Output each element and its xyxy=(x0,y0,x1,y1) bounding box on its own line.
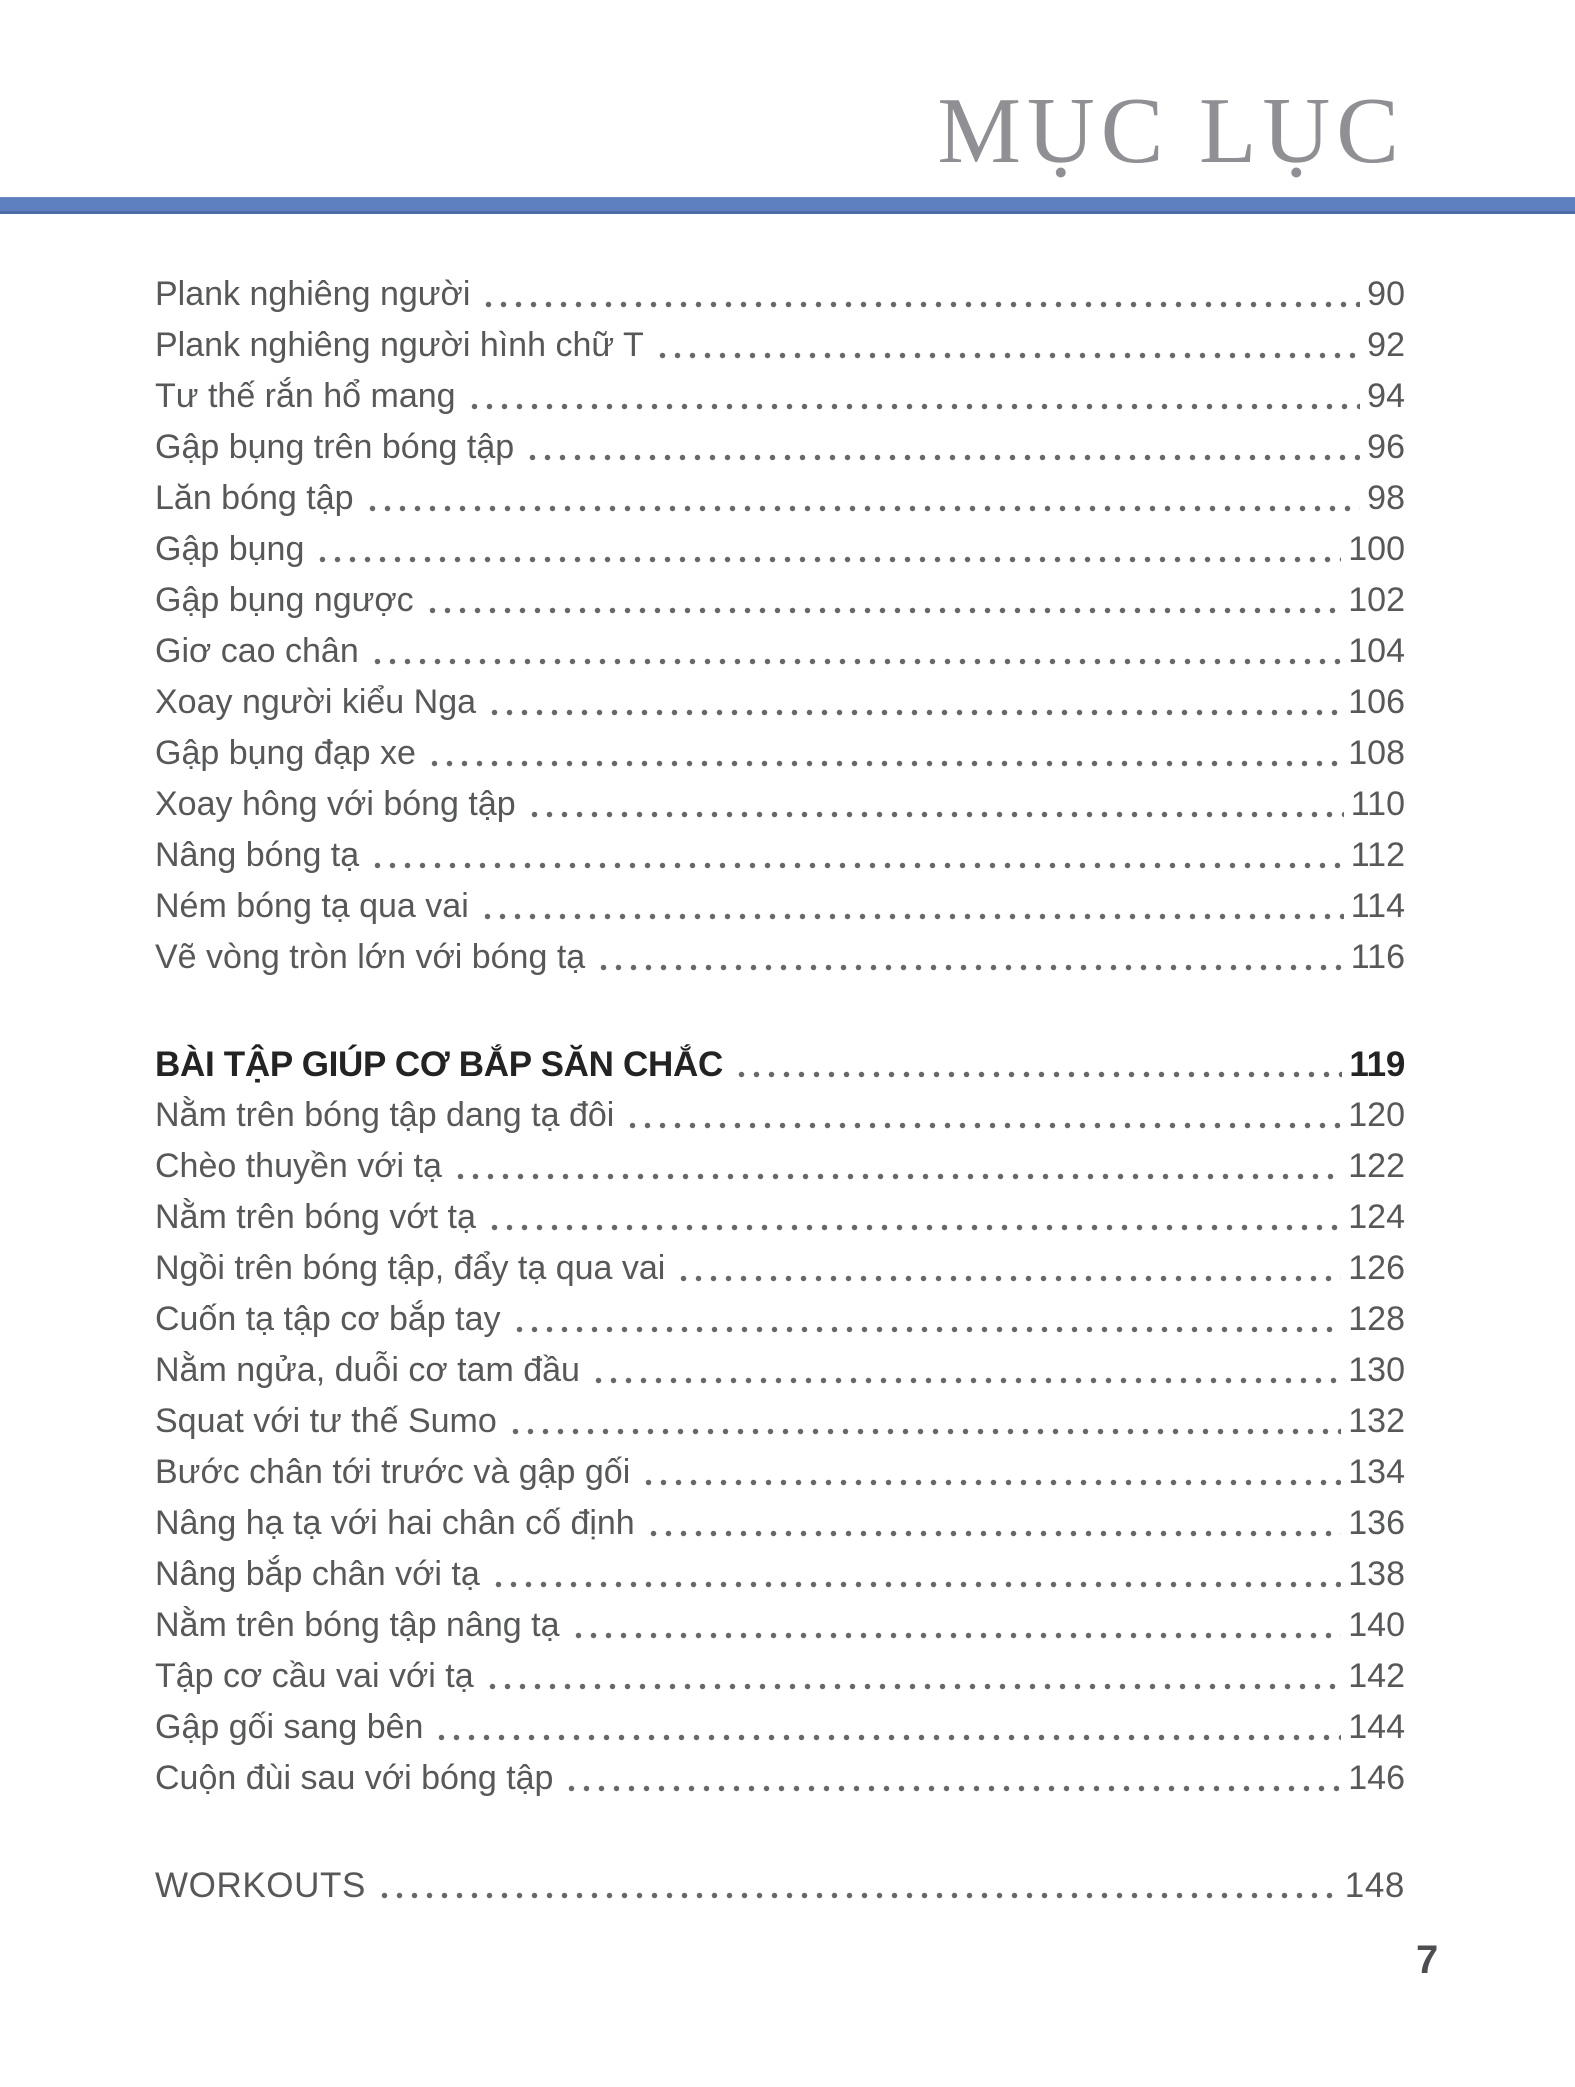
toc-entry xyxy=(155,1294,1405,1345)
dot-leader xyxy=(363,473,1361,524)
dot-leader xyxy=(368,830,1344,881)
dot-leader xyxy=(525,779,1344,830)
dot-leader xyxy=(483,1651,1342,1702)
toc-entry-label: Nằm trên bóng tập nâng tạ xyxy=(155,1606,560,1644)
dot-leader xyxy=(423,575,1342,626)
toc-entry-page: 94 xyxy=(1367,377,1405,415)
toc-entry-page: 134 xyxy=(1348,1453,1405,1491)
toc-entry xyxy=(155,626,1405,677)
toc-entry-label: Squat với tư thế Sumo xyxy=(155,1402,497,1440)
toc-entry-label: Tư thế rắn hổ mang xyxy=(155,377,456,415)
toc-entry xyxy=(155,1702,1405,1753)
toc-entry xyxy=(155,779,1405,830)
toc-entry-label: Nằm trên bóng vớt tạ xyxy=(155,1198,476,1236)
toc-entry xyxy=(155,677,1405,728)
toc-entry xyxy=(155,1600,1405,1651)
toc-section xyxy=(155,269,1405,983)
dot-leader xyxy=(432,1702,1341,1753)
toc-entry-label: Plank nghiêng người xyxy=(155,275,471,313)
dot-leader xyxy=(425,728,1341,779)
toc-entry-page: 92 xyxy=(1367,326,1405,364)
toc-entry xyxy=(155,371,1405,422)
toc-entry xyxy=(155,1447,1405,1498)
toc-list xyxy=(155,269,1405,1911)
toc-entry-page: 96 xyxy=(1367,428,1405,466)
dot-leader xyxy=(623,1090,1341,1141)
toc-entry xyxy=(155,1753,1405,1804)
dot-leader xyxy=(485,677,1341,728)
toc-entry-page: 112 xyxy=(1350,836,1405,874)
dot-leader xyxy=(510,1294,1342,1345)
dot-leader xyxy=(465,371,1361,422)
toc-entry-page: 126 xyxy=(1348,1249,1405,1287)
toc-entry-page: 116 xyxy=(1350,938,1405,976)
toc-entry-label: Lăn bóng tập xyxy=(155,479,354,517)
toc-entry-page: 140 xyxy=(1348,1606,1405,1644)
toc-entry-label: Plank nghiêng người hình chữ T xyxy=(155,326,644,364)
toc-entry xyxy=(155,1396,1405,1447)
header-divider xyxy=(0,197,1575,214)
dot-leader xyxy=(639,1447,1341,1498)
toc-entry xyxy=(155,1243,1405,1294)
page-title: MỤC LỤC xyxy=(937,79,1405,183)
toc-entry xyxy=(155,320,1405,371)
toc-entry xyxy=(155,1651,1405,1702)
toc-entry-label: Xoay hông với bóng tập xyxy=(155,785,516,823)
toc-entry-label: Nằm trên bóng tập dang tạ đôi xyxy=(155,1096,615,1134)
dot-leader xyxy=(644,1498,1342,1549)
toc-entry-label: Gập bụng xyxy=(155,530,305,568)
dot-leader xyxy=(375,1860,1338,1911)
toc-entry-label: Nâng bắp chân với tạ xyxy=(155,1555,480,1593)
toc-entry-page: 124 xyxy=(1348,1198,1405,1236)
toc-entry-label: Gập bụng đạp xe xyxy=(155,734,416,772)
toc-entry-label: Cuốn tạ tập cơ bắp tay xyxy=(155,1300,501,1338)
toc-entry-page: 146 xyxy=(1348,1759,1405,1797)
dot-leader xyxy=(479,269,1360,320)
toc-entry-page: 108 xyxy=(1348,734,1405,772)
toc-entry-label: Vẽ vòng tròn lớn với bóng tạ xyxy=(155,938,586,976)
toc-entry xyxy=(155,728,1405,779)
toc-entry-page: 138 xyxy=(1348,1555,1405,1593)
toc-entry-page: 104 xyxy=(1348,632,1405,670)
dot-leader xyxy=(569,1600,1342,1651)
toc-entry xyxy=(155,1345,1405,1396)
toc-entry-page: 132 xyxy=(1348,1402,1405,1440)
page-number: 7 xyxy=(1416,1938,1439,1982)
dot-leader xyxy=(653,320,1360,371)
dot-leader xyxy=(485,1192,1341,1243)
toc-entry-page: 130 xyxy=(1348,1351,1405,1389)
dot-leader xyxy=(589,1345,1341,1396)
toc-section-heading xyxy=(155,1860,1405,1911)
dot-leader xyxy=(674,1243,1341,1294)
toc-entry-label: Xoay người kiểu Nga xyxy=(155,683,477,721)
dot-leader xyxy=(732,1039,1343,1090)
toc-entry xyxy=(155,881,1405,932)
toc-section-heading xyxy=(155,1039,1405,1090)
toc-entry-label: Nằm ngửa, duỗi cơ tam đầu xyxy=(155,1351,580,1389)
toc-entry-label: Gập gối sang bên xyxy=(155,1708,424,1746)
toc-entry xyxy=(155,269,1405,320)
toc-entry-page: 128 xyxy=(1348,1300,1405,1338)
toc-entry-label: Giơ cao chân xyxy=(155,632,359,670)
toc-entry-label: Cuộn đùi sau với bóng tập xyxy=(155,1759,554,1797)
toc-entry-label: Gập bụng ngược xyxy=(155,581,414,619)
toc-entry-page: 144 xyxy=(1348,1708,1405,1746)
dot-leader xyxy=(489,1549,1342,1600)
toc-entry xyxy=(155,1549,1405,1600)
dot-leader xyxy=(594,932,1344,983)
toc-entry-page: 136 xyxy=(1348,1504,1405,1542)
toc-entry-page: 100 xyxy=(1348,530,1405,568)
toc-entry xyxy=(155,473,1405,524)
dot-leader xyxy=(451,1141,1341,1192)
dot-leader xyxy=(368,626,1342,677)
toc-entry xyxy=(155,1141,1405,1192)
toc-entry-page: 142 xyxy=(1348,1657,1405,1695)
toc-section-heading-label: WORKOUTS xyxy=(155,1866,366,1905)
toc-entry-page: 106 xyxy=(1348,683,1405,721)
toc-entry-label: Ngồi trên bóng tập, đẩy tạ qua vai xyxy=(155,1249,666,1287)
toc-entry-page: 102 xyxy=(1348,581,1405,619)
toc-entry xyxy=(155,524,1405,575)
toc-entry xyxy=(155,575,1405,626)
toc-entry-page: 114 xyxy=(1350,887,1405,925)
toc-entry-label: Bước chân tới trước và gập gối xyxy=(155,1453,631,1491)
toc-entry xyxy=(155,830,1405,881)
toc-entry-label: Nâng bóng tạ xyxy=(155,836,360,874)
dot-leader xyxy=(506,1396,1341,1447)
toc-entry-page: 98 xyxy=(1367,479,1405,517)
toc-entry-label: Nâng hạ tạ với hai chân cố định xyxy=(155,1504,635,1542)
dot-leader xyxy=(478,881,1344,932)
toc-entry xyxy=(155,422,1405,473)
toc-entry-page: 122 xyxy=(1348,1147,1405,1185)
toc-entry-label: Gập bụng trên bóng tập xyxy=(155,428,515,466)
toc-section-heading-label: BÀI TẬP GIÚP CƠ BẮP SĂN CHẮC xyxy=(155,1045,723,1084)
toc-section xyxy=(155,1860,1405,1911)
dot-leader xyxy=(313,524,1341,575)
toc-entry xyxy=(155,1192,1405,1243)
toc-entry-label: Chèo thuyền với tạ xyxy=(155,1147,442,1185)
toc-entry-label: Tập cơ cầu vai với tạ xyxy=(155,1657,474,1695)
toc-entry xyxy=(155,1090,1405,1141)
toc-entry-page: 120 xyxy=(1348,1096,1405,1134)
dot-leader xyxy=(562,1753,1341,1804)
dot-leader xyxy=(523,422,1360,473)
toc-section-heading-page: 119 xyxy=(1349,1045,1405,1084)
toc-entry-page: 110 xyxy=(1350,785,1405,823)
toc-section xyxy=(155,1039,1405,1804)
toc-section-heading-page: 148 xyxy=(1344,1866,1405,1905)
toc-entry-label: Ném bóng tạ qua vai xyxy=(155,887,469,925)
toc-entry xyxy=(155,1498,1405,1549)
toc-entry-page: 90 xyxy=(1367,275,1405,313)
toc-entry xyxy=(155,932,1405,983)
